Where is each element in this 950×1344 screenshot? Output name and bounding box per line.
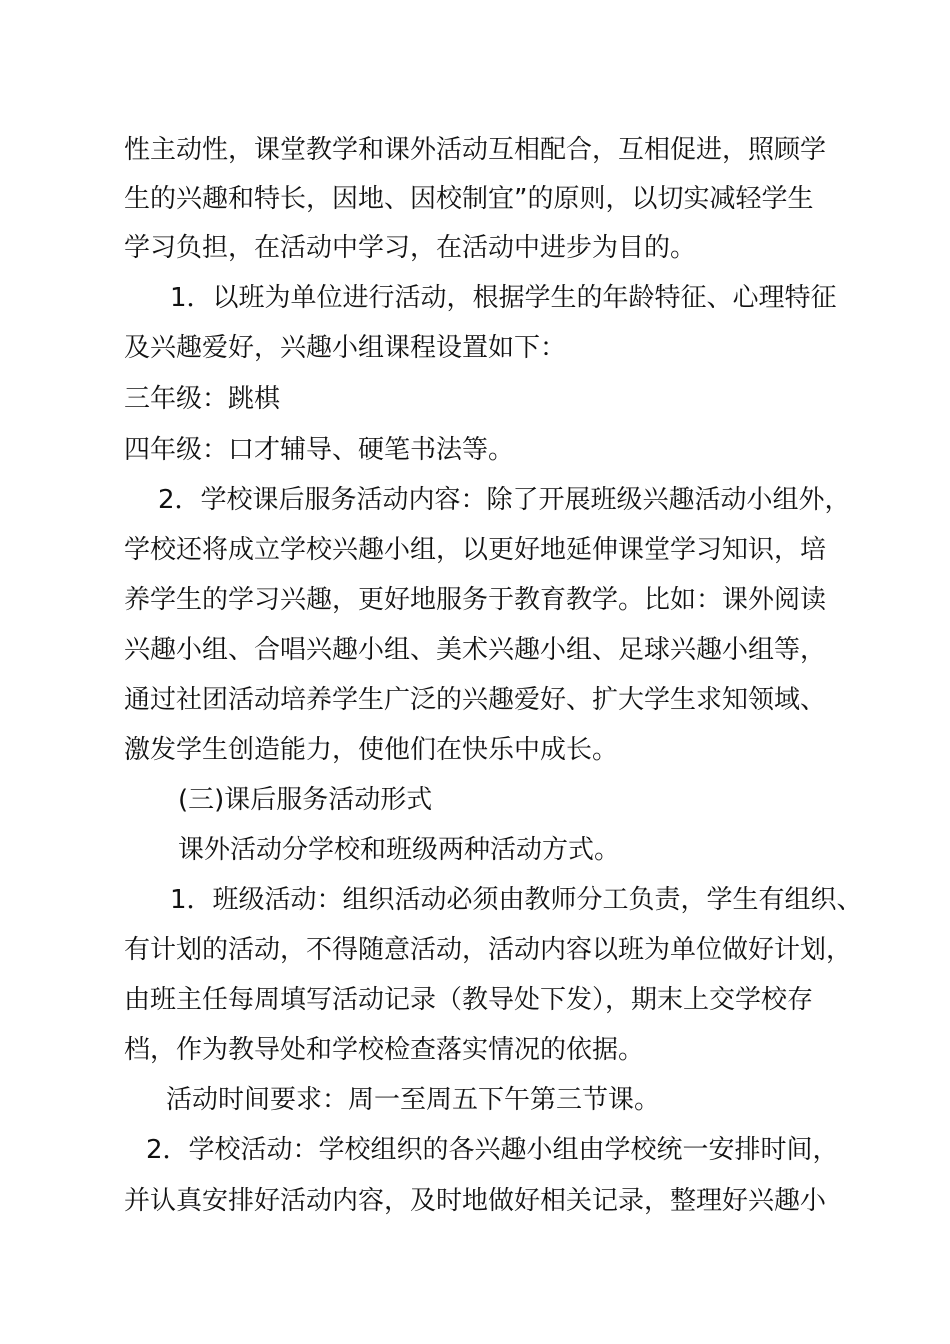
text-line: 有计划的活动，不得随意活动，活动内容以班为单位做好计划， [124,935,853,965]
text-line: 兴趣小组、合唱兴趣小组、美术兴趣小组、足球兴趣小组等， [124,635,827,665]
section-heading: (三)课后服务活动形式 [178,785,433,815]
text-line: 激发学生创造能力，使他们在快乐中成长。 [124,735,619,765]
list-item-2: 2．学校课后服务活动内容：除了开展班级兴趣活动小组外， [158,485,851,515]
text-line: 并认真安排好活动内容，及时地做好相关记录，整理好兴趣小 [124,1186,827,1216]
text-line: 生的兴趣和特长，因地、因校制宜”的原则，以切实减轻学生 [124,184,814,214]
text-line: 及兴趣爱好，兴趣小组课程设置如下： [124,333,567,363]
text-line: 由班主任每周填写活动记录（教导处下发），期末上交学校存 [124,985,814,1015]
text-line: 学校还将成立学校兴趣小组，以更好地延伸课堂学习知识，培 [124,535,827,565]
text-line: 三年级：跳棋 [124,384,281,414]
text-line: 课外活动分学校和班级两种活动方式。 [178,835,621,865]
text-line: 学习负担，在活动中学习，在活动中进步为目的。 [124,233,697,263]
text-line: 档，作为教导处和学校检查落实情况的依据。 [124,1035,645,1065]
list-item-2: 2．学校活动：学校组织的各兴趣小组由学校统一安排时间， [146,1135,839,1165]
list-item-1: 1．以班为单位进行活动，根据学生的年龄特征、心理特征 [170,283,837,313]
text-line: 活动时间要求：周一至周五下午第三节课。 [166,1085,661,1115]
text-line: 四年级：口才辅导、硬笔书法等。 [124,435,515,465]
text-line: 养学生的学习兴趣，更好地服务于教育教学。比如：课外阅读 [124,585,827,615]
text-line: 性主动性，课堂教学和课外活动互相配合，互相促进，照顾学 [124,135,827,165]
list-item-1: 1．班级活动：组织活动必须由教师分工负责，学生有组织、 [170,885,863,915]
text-line: 通过社团活动培养学生广泛的兴趣爱好、扩大学生求知领域、 [124,685,827,715]
